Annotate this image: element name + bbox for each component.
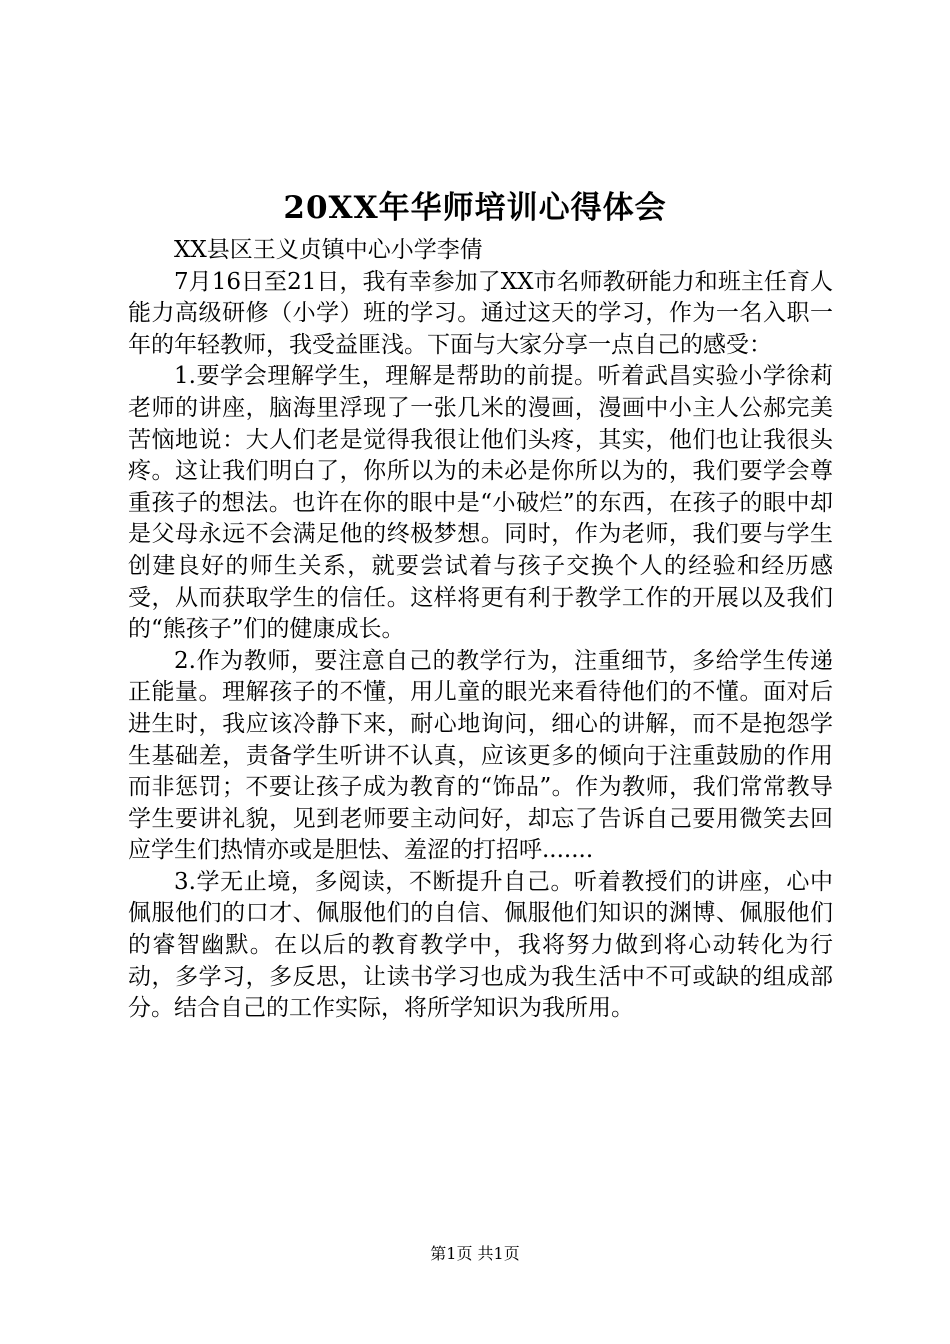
paragraph-intro: 7月16日至21日，我有幸参加了XX市名师教研能力和班主任育人能力高级研修（小学）班的学习。通过这天的学习，作为一名入职一年的年轻教师，我受益匪浅。下面与大家分享一点自己的感受： <box>128 268 833 358</box>
paragraph-point-2: 2.作为教师，要注意自己的教学行为，注重细节，多给学生传递正能量。理解孩子的不懂，用儿童的眼光来看待他们的不懂。面对后进生时，我应该冷静下来，耐心地询问，细心的讲解，而不是抱怨学生基础差，责备学生听讲不认真，应该更多的倾向于注重鼓励的作用而非惩罚；不要让孩子成为教育的“饰品”。作为教师，我们常常教导学生要讲礼貌，见到老师要主动问好，却忘了告诉自己要用微笑去回应学生们热情亦或是胆怯、羞涩的打招呼....... <box>128 647 833 864</box>
document-body <box>128 235 833 1025</box>
author-line: XX县区王义贞镇中心小学李倩 <box>174 237 483 263</box>
document-title: 20XX年华师培训心得体会 <box>283 190 667 226</box>
page-number-footer: 第1页 共1页 <box>430 1244 520 1263</box>
paragraph-point-1: 1.要学会理解学生，理解是帮助的前提。听着武昌实验小学徐莉老师的讲座，脑海里浮现了一张几米的漫画，漫画中小主人公郝完美苦恼地说：大人们老是觉得我很让他们头疼，其实，他们也让我很头疼。这让我们明白了，你所以为的未必是你所以为的，我们要学会尊重孩子的想法。也许在你的眼中是“小破烂”的东西，在孩子的眼中却是父母永远不会满足他的终极梦想。同时，作为老师，我们要与学生创建良好的师生关系，就要尝试着与孩子交换个人的经验和经历感受，从而获取学生的信任。这样将更有利于教学工作的开展以及我们的“熊孩子”们的健康成长。 <box>128 363 833 643</box>
paragraph-point-3: 3.学无止境，多阅读，不断提升自己。听着教授们的讲座，心中佩服他们的口才、佩服他们的自信、佩服他们知识的渊博、佩服他们的睿智幽默。在以后的教育教学中，我将努力做到将心动转化为行动，多学习，多反思，让读书学习也成为我生活中不可或缺的组成部分。结合自己的工作实际，将所学知识为我所用。 <box>128 868 833 1022</box>
